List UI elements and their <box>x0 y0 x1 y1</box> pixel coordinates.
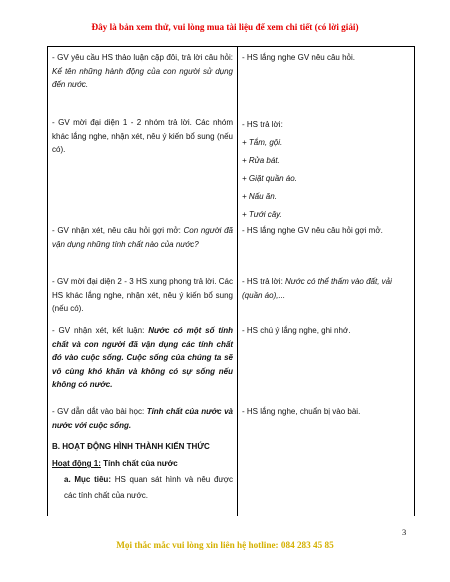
student-activity-cell <box>238 402 415 435</box>
teacher-instruction: - GV yêu cầu HS thảo luận cặp đôi, trả lời câu hỏi: <box>52 53 233 62</box>
hotline-banner: Mọi thắc mắc vui lòng xin liên hệ hotline: 084 283 45 85 <box>116 540 334 550</box>
preview-notice-banner: Đây là bản xem thử, vui lòng mua tài liệu để xem chi tiết (có lời giải) <box>91 22 359 32</box>
student-response: - HS trả lời: <box>242 277 286 286</box>
teacher-activity-cell <box>48 47 238 114</box>
answer-item: + Rửa bát. <box>242 156 280 165</box>
student-activity-cell <box>238 271 415 320</box>
table-row <box>48 47 415 114</box>
answer-item: + Giặt quần áo. <box>242 174 297 183</box>
student-activity-cell <box>238 47 415 114</box>
table-row <box>48 271 415 320</box>
student-activity-cell <box>238 113 415 224</box>
student-response: - HS lắng nghe GV nêu câu hỏi. <box>242 53 355 62</box>
teacher-instruction: - GV mời đại diện 2 - 3 HS xung phong trả lời. Các HS khác lắng nghe, nhận xét, nêu ý kiến bổ sung (nếu có). <box>52 277 233 314</box>
teacher-activity-cell <box>48 224 238 271</box>
teacher-instruction: - GV nhận xét, kết luận: <box>52 326 149 335</box>
table-row <box>48 320 415 402</box>
activity-title: Tính chất của nước <box>100 459 178 468</box>
section-heading: B. HOẠT ĐỘNG HÌNH THÀNH KIẾN THỨC <box>52 442 210 451</box>
guiding-question: Con người đã vận dụng những tính chất nào của nước? <box>52 226 233 249</box>
objective-text: HS quan sát hình và nêu được các tính chất của nước. <box>64 475 233 500</box>
answer-item: + Tắm, gội. <box>242 138 283 147</box>
answer-item: + Tưới cây. <box>242 210 282 219</box>
teacher-activity-cell <box>48 435 238 516</box>
table-row <box>48 435 415 516</box>
activity-label: Hoạt động 1: <box>52 459 101 468</box>
student-activity-cell <box>238 224 415 271</box>
page-number: 3 <box>402 527 407 537</box>
table-row <box>48 402 415 435</box>
activity-heading <box>52 455 233 472</box>
lesson-plan-table <box>47 46 415 516</box>
teacher-activity-cell <box>48 113 238 224</box>
table-row <box>48 224 415 271</box>
teacher-activity-cell <box>48 320 238 402</box>
student-activity-cell <box>238 320 415 402</box>
teacher-activity-cell <box>48 402 238 435</box>
student-response: - HS lắng nghe GV nêu câu hỏi gợi mở. <box>242 226 383 235</box>
table-row <box>48 113 415 224</box>
answer-item: + Nấu ăn. <box>242 192 277 201</box>
objective <box>52 472 233 504</box>
teacher-instruction: - GV mời đại diện 1 - 2 nhóm trả lời. Các nhóm khác lắng nghe, nhận xét, nêu ý kiến bổ sung (nếu có). <box>52 118 233 155</box>
teacher-instruction: - GV dẫn dắt vào bài học: <box>52 407 147 416</box>
student-response: - HS chú ý lắng nghe, ghi nhớ. <box>242 326 351 335</box>
teacher-instruction: - GV nhận xét, nêu câu hỏi gợi mở: <box>52 226 184 235</box>
teacher-conclusion: Nước có một số tính chất và con người đã vận dụng các tính chất đó vào cuộc sống. Cuộc sống của chúng ta sẽ vô cùng khó khăn và không có sự sống nếu không có nước. <box>52 326 233 390</box>
lesson-topic: Tính chất của nước và nước với cuộc sống. <box>52 407 234 430</box>
objective-label: a. Mục tiêu: <box>64 475 111 484</box>
teacher-activity-cell <box>48 271 238 320</box>
student-answer: Nước có thể thấm vào đất, vải (quần áo),... <box>242 277 392 300</box>
student-response: - HS trả lời: <box>242 120 283 129</box>
discussion-question: Kể tên những hành động của con người sử dụng đến nước. <box>52 66 233 90</box>
student-response: - HS lắng nghe, chuẩn bị vào bài. <box>242 407 361 416</box>
student-activity-cell <box>238 435 415 516</box>
